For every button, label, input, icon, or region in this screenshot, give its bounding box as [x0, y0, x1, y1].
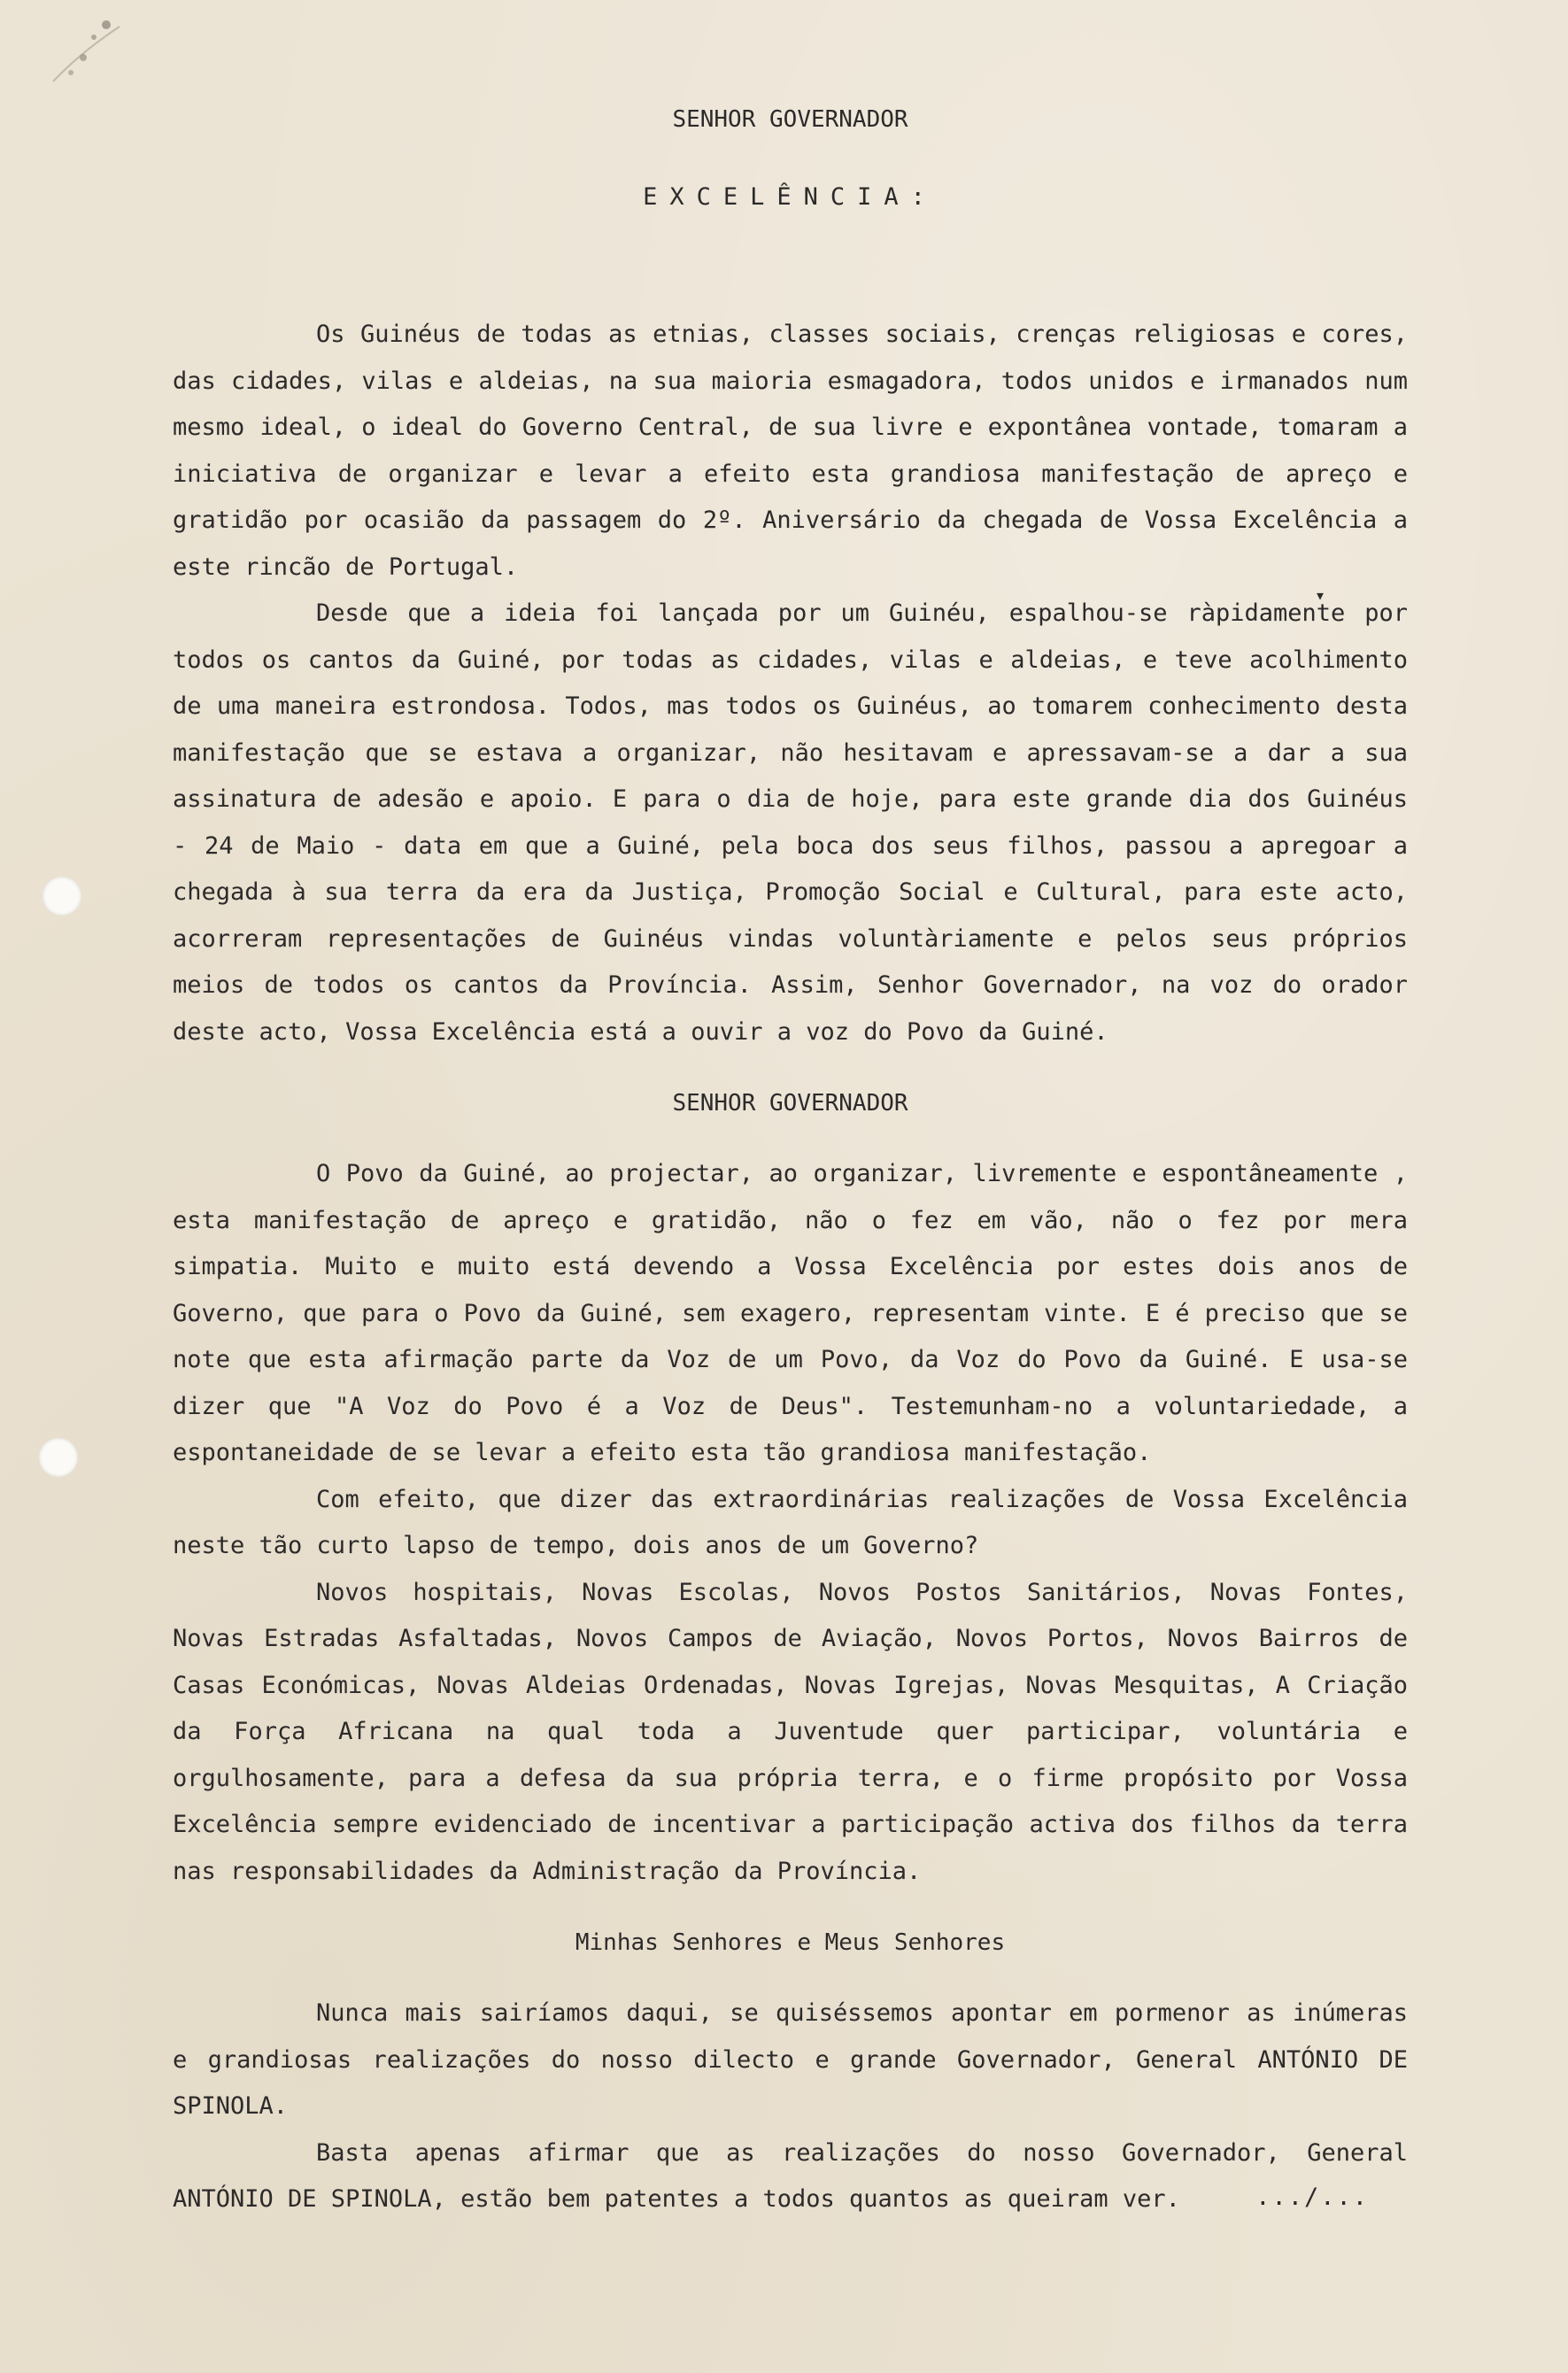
paragraph-ideia-lancada: Desde que a ideia foi lançada por um Guinéu, espalhou-se ràpidamente por todos os cantos da Guiné, por todas as cidades, vilas e aldeias, e teve acolhimento de uma maneira estrondosa. Todos, mas todos os Guinéus, ao tomarem conhecimento desta manifestação que se estava a organizar, não hesitavam e apressavam-se a dar a sua assinatura de adesão e apoio. E para o dia de hoje, para este grande dia dos Guinéus - 24 de Maio - data em que a Guiné, pela boca dos seus filhos, passou a apregoar a chegada à sua terra da era da Justiça, Promoção Social e Cultural, para este acto, acorreram representações de Guinéus vindas voluntàriamente e pelos seus próprios meios de todos os cantos da Província. Assim, Senhor Governador, na voz do orador deste acto, Vossa Excelência está a ouvir a voz do Povo da Guiné.	[173, 599, 1408, 1046]
salutation-excelencia: EXCELÊNCIA:	[643, 183, 938, 211]
document-body	[173, 97, 1408, 2223]
continuation-mark: .../...	[1255, 2184, 1369, 2211]
ink-tick-mark: ▾	[1315, 584, 1326, 606]
heading-minhas-senhores: Minhas Senhores e Meus Senhores	[575, 1929, 1006, 1956]
paragraph-novos-hospitais: Novos hospitais, Novas Escolas, Novos Postos Sanitários, Novas Fontes, Novas Estradas Asfaltadas, Novos Campos de Aviação, Novos Portos, Novos Bairros de Casas Económicas, Novas Aldeias Ordenadas, Novas Igrejas, Novas Mesquitas, A Criação da Força Africana na qual toda a Juventude quer participar, voluntária e orgulhosamente, para a defesa da sua própria terra, e o firme propósito por Vossa Excelência sempre evidenciado de incentivar a participação activa dos filhos da terra nas responsabilidades da Administração da Província.	[173, 1578, 1408, 1885]
paragraph-nunca-mais: Nunca mais sairíamos daqui, se quiséssemos apontar em pormenor as inúmeras e grandiosas realizações do nosso dilecto e grande Governador, General ANTÓNIO DE SPINOLA.	[173, 1999, 1408, 2120]
paragraph-povo-da-guine: O Povo da Guiné, ao projectar, ao organizar, livremente e espontâneamente , esta manifestação de apreço e gratidão, não o fez em vão, não o fez por mera simpatia. Muito e muito está devendo a Vossa Excelência por estes dois anos de Governo, que para o Povo da Guiné, sem exagero, representam vinte. E é preciso que se note que esta afirmação parte da Voz de um Povo, da Voz do Povo da Guiné. E usa-se dizer que "A Voz do Povo é a Voz de Deus". Testemunham-no a voluntariedade, a espontaneidade de se levar a efeito esta tão grandiosa manifestação.	[173, 1160, 1408, 1466]
paragraph-basta-apenas: Basta apenas afirmar que as realizações do nosso Governador, General ANTÓNIO DE SPINOLA, estão bem patentes a todos quantos as queiram ver.	[173, 2138, 1408, 2213]
paragraph-intro: Os Guinéus de todas as etnias, classes sociais, crenças religiosas e cores, das cidades, vilas e aldeias, na sua maioria esmagadora, todos unidos e irmanados num mesmo ideal, o ideal do Governo Central, de sua livre e expontânea vontade, tomaram a iniciativa de organizar e levar a efeito esta grandiosa manifestação de apreço e gratidão por ocasião da passagem do 2º. Aniversário da chegada de Vossa Excelência a este rincão de Portugal.	[173, 321, 1408, 581]
paragraph-com-efeito: Com efeito, que dizer das extraordinárias realizações de Vossa Excelência neste tão curto lapso de tempo, dois anos de um Governo?	[173, 1485, 1408, 1559]
punch-hole-top	[42, 877, 81, 916]
heading-senhor-governador-middle: SENHOR GOVERNADOR	[672, 1090, 908, 1117]
heading-senhor-governador: SENHOR GOVERNADOR	[672, 106, 908, 133]
ink-smudge-mark	[35, 9, 133, 89]
punch-hole-bottom	[39, 1438, 78, 1477]
